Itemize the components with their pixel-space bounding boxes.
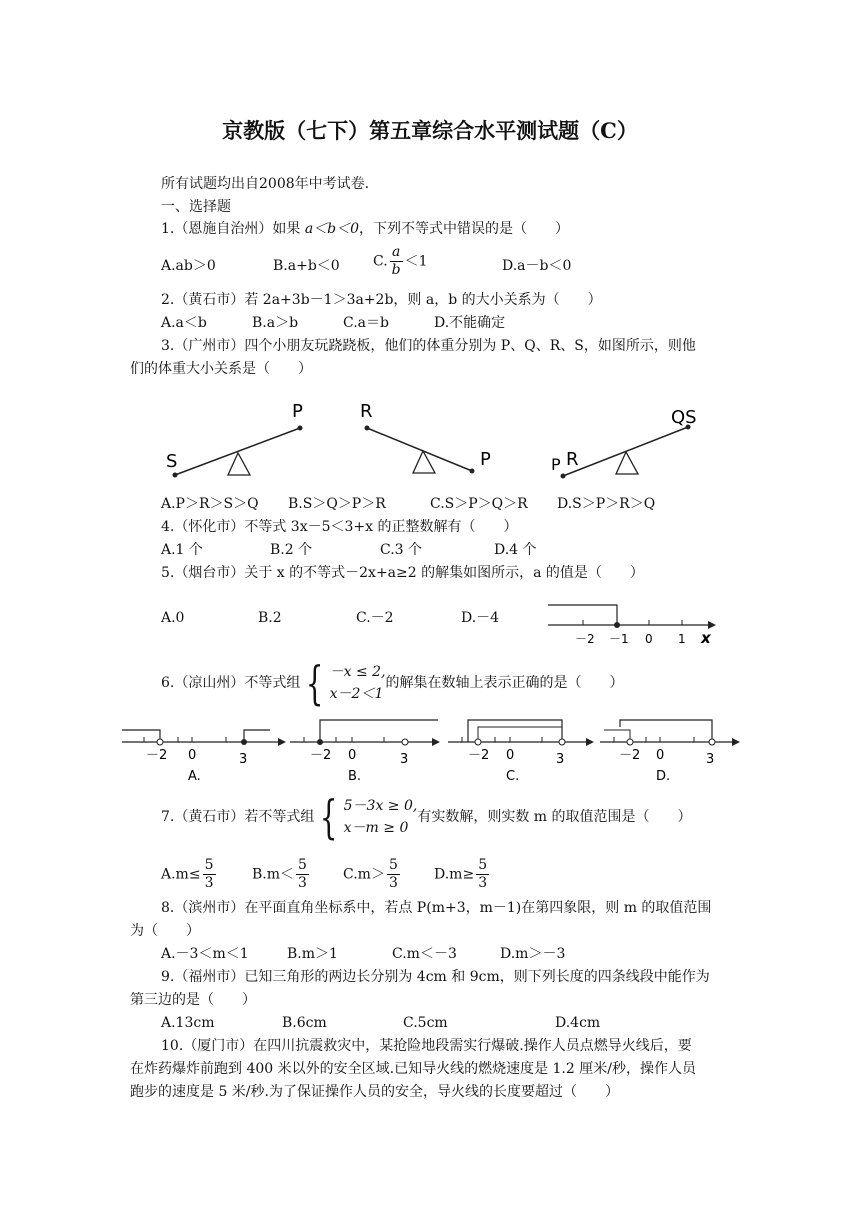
- q6a-tick-3: 3: [239, 752, 248, 767]
- seesaw3-right-label: QS: [671, 407, 697, 428]
- q6-number-line-c: [448, 720, 594, 784]
- q6d-tick-m2: －2: [619, 748, 641, 763]
- q2-option-b: B.a＞b: [252, 315, 299, 331]
- q4-option-a: A.1 个: [161, 542, 203, 558]
- q7-option-d-fraction: [476, 857, 489, 892]
- q9-option-d: D.4cm: [555, 1015, 601, 1031]
- q8-option-b: B.m＞1: [287, 946, 338, 962]
- seesaw3-left-label-2: R: [566, 449, 579, 470]
- q1-option-a: A.ab＞0: [161, 258, 216, 274]
- q6-inequality-system: [330, 661, 386, 705]
- fraction-denominator: 3: [478, 875, 488, 891]
- q5-tick-label: －2: [575, 632, 595, 646]
- q6b-tick-m2: －2: [310, 748, 332, 763]
- seesaw2-left-label: R: [360, 401, 373, 422]
- q5-number-line: [543, 600, 743, 650]
- q7-option-a-prefix: A.m≤: [161, 866, 201, 883]
- q6-stem-b: 的解集在数轴上表示正确的是（ ）: [385, 675, 624, 691]
- q5-option-c: C.－2: [356, 610, 394, 626]
- seesaw-figures: [0, 395, 860, 495]
- q6c-tick-3: 3: [556, 752, 565, 767]
- q6-stem-a: 6.（凉山州）不等式组: [161, 675, 301, 691]
- q5-option-d: D.－4: [461, 610, 500, 626]
- q8-option-a: A.－3＜m＜1: [161, 946, 249, 962]
- q7-stem-a: 7.（黄石市）若不等式组: [161, 809, 315, 825]
- q6-number-lines: [0, 715, 860, 785]
- q6-option-label-d: D.: [656, 769, 671, 784]
- question-8-stem-line1: 8.（滨州市）在平面直角坐标系中，若点 P(m+3，m－1)在第四象限，则 m 的取值范围: [161, 900, 712, 916]
- q1-option-c: [373, 244, 428, 279]
- q5-option-a: A.0: [161, 610, 185, 626]
- question-10-line2: 在炸药爆炸前跑到 400 米以外的安全区域.已知导火线的燃烧速度是 1.2 厘米/秒，操作人员: [130, 1061, 696, 1077]
- q3-option-a: A.P＞R＞S＞Q: [161, 496, 259, 512]
- q2-option-a: A.a＜b: [161, 315, 207, 331]
- question-5-stem: 5.（烟台市）关于 x 的不等式－2x+a≥2 的解集如图所示，a 的值是（ ）: [161, 565, 644, 581]
- question-10-line1: 10.（厦门市）在四川抗震救灾中，某抢险地段需实行爆破.操作人员点燃导火线后，要: [161, 1038, 692, 1054]
- q5-tick-label: －1: [609, 632, 629, 646]
- q1-condition: a＜b＜0: [304, 221, 360, 237]
- q6-number-line-a: [122, 730, 286, 784]
- seesaw-figure-3: [551, 407, 697, 479]
- q6b-tick-0: 0: [348, 748, 357, 763]
- q1-option-c-suffix: ＜1: [404, 253, 428, 270]
- q5-tick-label: 0: [645, 632, 653, 646]
- q1-option-c-prefix: C.: [373, 253, 388, 270]
- question-3-stem-line1: 3.（广州市）四个小朋友玩跷跷板，他们的体重分别为 P、Q、R、S，如图所示，则他: [161, 338, 696, 354]
- fraction-numerator: a: [390, 244, 403, 262]
- q6-option-label-c: C.: [506, 769, 520, 784]
- q1-option-d: D.a－b＜0: [502, 258, 572, 274]
- fraction-denominator: 3: [388, 875, 398, 891]
- q2-option-d: D.不能确定: [434, 315, 506, 331]
- fraction-numerator: 5: [478, 857, 488, 873]
- q1-stem-a: 1.（恩施自治州）如果: [161, 221, 305, 237]
- fraction-denominator: b: [391, 262, 401, 278]
- q7-option-a: [161, 857, 218, 892]
- q7-option-d: [434, 857, 491, 892]
- fraction-numerator: 5: [388, 857, 398, 873]
- q8-option-d: D.m＞－3: [500, 946, 566, 962]
- q6-option-label-b: B.: [348, 769, 362, 784]
- q5-tick-label: 1: [678, 632, 686, 646]
- question-2-stem: 2.（黄石市）若 2a+3b－1＞3a+2b，则 a，b 的大小关系为（ ）: [161, 292, 602, 308]
- q6-inequality-2: x－2＜1: [329, 686, 384, 702]
- q7-option-a-fraction: [203, 857, 216, 892]
- seesaw1-left-label: S: [166, 451, 178, 472]
- q3-option-b: B.S＞Q＞P＞R: [288, 496, 386, 512]
- q4-option-c: C.3 个: [380, 542, 423, 558]
- q7-option-c-fraction: [387, 857, 400, 892]
- seesaw1-right-label: P: [292, 401, 303, 422]
- q9-option-a: A.13cm: [161, 1015, 215, 1031]
- seesaw-figure-1: [166, 401, 303, 478]
- q7-option-b-fraction: [296, 857, 309, 892]
- question-6-stem: [161, 656, 624, 710]
- question-1-stem: [161, 219, 569, 239]
- q5-option-b: B.2: [258, 610, 282, 626]
- q6a-tick-m2: －2: [146, 748, 168, 763]
- left-brace: {: [320, 790, 338, 844]
- seesaw-figure-2: [360, 401, 491, 474]
- q6-inequality-1: －x ≤ 2,: [329, 664, 386, 680]
- q7-option-c: [343, 857, 402, 892]
- q8-option-c: C.m＜－3: [392, 946, 457, 962]
- q7-option-b: [252, 857, 311, 892]
- q7-option-b-prefix: B.m＜: [252, 866, 295, 883]
- question-10-line3: 跑步的速度是 5 米/秒.为了保证操作人员的安全，导火线的长度要超过（ ）: [130, 1084, 619, 1100]
- q7-inequality-2: x－m ≥ 0: [343, 820, 409, 836]
- q3-option-d: D.S＞P＞R＞Q: [557, 496, 656, 512]
- q7-option-c-prefix: C.m＞: [343, 866, 385, 883]
- seesaw2-right-label: P: [480, 449, 491, 470]
- q6d-tick-3: 3: [706, 752, 715, 767]
- q2-option-c: C.a＝b: [343, 315, 389, 331]
- q4-option-d: D.4 个: [494, 542, 537, 558]
- seesaw3-left-label-1: P: [551, 455, 561, 474]
- question-8-stem-line2: 为（ ）: [130, 923, 200, 939]
- intro-text: 所有试题均出自2008年中考试卷.: [161, 176, 370, 192]
- fraction-numerator: 5: [298, 857, 307, 873]
- q9-option-c: C.5cm: [403, 1015, 448, 1031]
- q7-inequality-system: [344, 795, 418, 839]
- q7-option-d-prefix: D.m≥: [434, 866, 475, 883]
- section-heading: 一、选择题: [161, 199, 231, 215]
- question-3-stem-line2: 们的体重大小关系是（ ）: [130, 361, 312, 377]
- left-brace: {: [306, 656, 324, 710]
- q6c-tick-0: 0: [506, 748, 515, 763]
- q6c-tick-m2: －2: [468, 748, 490, 763]
- q6-option-label-a: A.: [188, 769, 201, 784]
- question-7-stem: [161, 790, 692, 844]
- q6a-tick-0: 0: [188, 748, 197, 763]
- q1-option-c-fraction: [390, 244, 403, 279]
- q1-option-b: B.a+b＜0: [273, 258, 340, 274]
- page-title: 京教版（七下）第五章综合水平测试题（C）: [222, 118, 638, 143]
- question-9-stem-line2: 第三边的是（ ）: [130, 992, 256, 1008]
- q6-number-line-b: [290, 720, 440, 784]
- q5-axis-variable: x: [701, 629, 711, 647]
- q6b-tick-3: 3: [400, 752, 409, 767]
- fraction-denominator: 3: [298, 875, 307, 891]
- q6d-tick-0: 0: [656, 748, 665, 763]
- question-4-stem: 4.（怀化市）不等式 3x－5＜3+x 的正整数解有（ ）: [161, 519, 518, 535]
- question-9-stem-line1: 9.（福州市）已知三角形的两边长分别为 4cm 和 9cm，则下列长度的四条线段中能作为: [161, 969, 710, 985]
- q7-stem-b: 有实数解，则实数 m 的取值范围是（ ）: [417, 809, 692, 825]
- fraction-numerator: 5: [204, 857, 214, 873]
- q7-inequality-1: 5－3x ≥ 0,: [343, 798, 418, 814]
- q3-option-c: C.S＞P＞Q＞R: [430, 496, 528, 512]
- fraction-denominator: 3: [204, 875, 214, 891]
- q4-option-b: B.2 个: [270, 542, 313, 558]
- q1-stem-c: ，下列不等式中错误的是（ ）: [359, 221, 570, 237]
- q9-option-b: B.6cm: [282, 1015, 327, 1031]
- q6-number-line-d: [600, 720, 740, 784]
